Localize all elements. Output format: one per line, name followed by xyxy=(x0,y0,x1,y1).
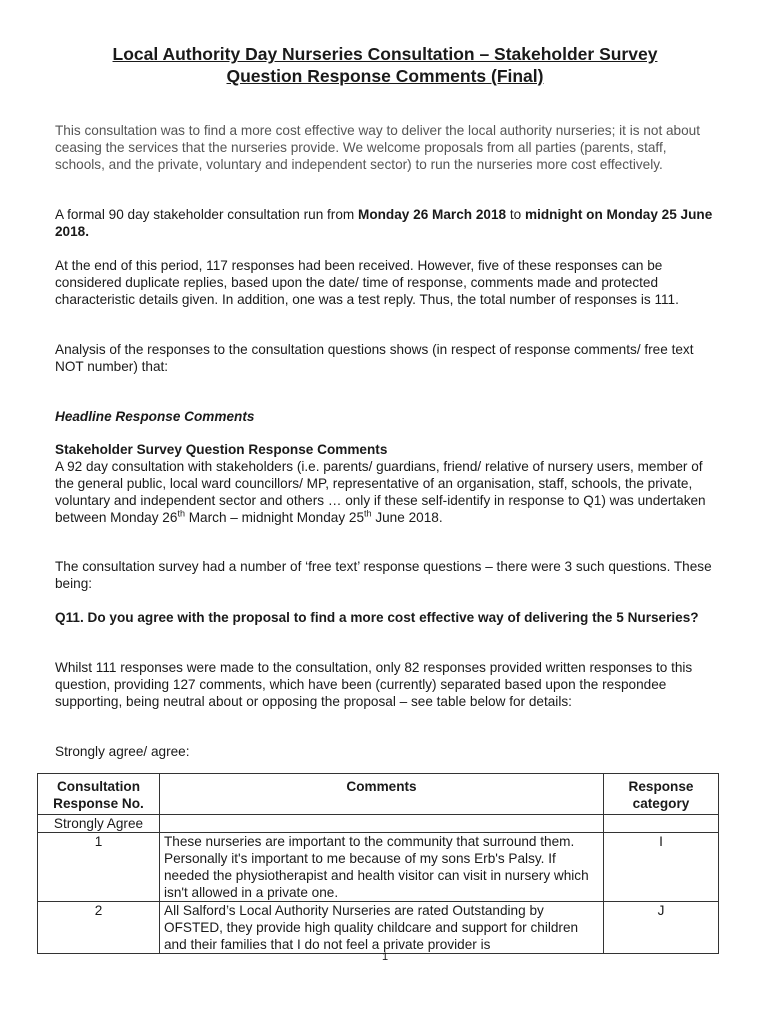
stakeholder-sup-b: th xyxy=(364,508,372,519)
response-number: 1 xyxy=(38,833,160,902)
consultation-period-paragraph xyxy=(55,206,715,240)
header-comments: Comments xyxy=(160,774,604,815)
survey-paragraph: The consultation survey had a number of ‘free text’ response questions – there were 3 such questions. These being: xyxy=(55,559,712,591)
responses-table xyxy=(37,773,719,954)
document-title xyxy=(40,43,730,87)
period-mid: to xyxy=(506,207,525,222)
page-number: 1 xyxy=(381,951,389,963)
period-end: midnight on Monday 25 June 2018. xyxy=(55,207,713,239)
table-group-row xyxy=(38,815,719,833)
table-header-row xyxy=(38,774,719,815)
question-11: Q11. Do you agree with the proposal to find a more cost effective way of delivering the 5 Nurseries? xyxy=(55,610,699,625)
strongly-agree-label: Strongly agree/ agree: xyxy=(55,744,190,759)
stakeholder-text-c: June 2018. xyxy=(371,510,443,525)
header-response-no: Consultation Response No. xyxy=(38,774,160,815)
response-comment: All Salford’s Local Authority Nurseries are rated Outstanding by OFSTED, they provide high quality childcare and support for children and their families that I do not feel a private provider is xyxy=(164,903,579,952)
stakeholder-text-b: March – midnight Monday 25 xyxy=(184,510,365,525)
title-line-2: Question Response Comments (Final) xyxy=(226,66,544,86)
response-category: J xyxy=(604,902,719,954)
stakeholder-sup-a: th xyxy=(177,508,185,519)
response-comment: These nurseries are important to the community that surround them. Personally it's important to me because of my sons Erb's Palsy. If needed the physiotherapist and health visitor can visit in nursery which isn't allowed in a private one. xyxy=(160,833,604,902)
response-category: I xyxy=(604,833,719,902)
whilst-paragraph: Whilst 111 responses were made to the consultation, only 82 responses provided written responses to this question, providing 127 comments, which have been (currently) separated based upon the respondee supporting, being neutral about or opposing the proposal – see table below for details: xyxy=(55,660,693,709)
stakeholder-paragraph xyxy=(55,458,715,526)
period-start: Monday 26 March 2018 xyxy=(358,207,507,222)
response-number: 2 xyxy=(38,902,160,954)
group-label: Strongly Agree xyxy=(38,815,160,833)
period-prefix: A formal 90 day stakeholder consultation run from xyxy=(55,207,358,222)
headline-heading: Headline Response Comments xyxy=(55,409,255,424)
analysis-paragraph: Analysis of the responses to the consultation questions shows (in respect of response comments/ free text NOT number) that: xyxy=(55,342,694,374)
responses-paragraph: At the end of this period, 117 responses had been received. However, five of these responses can be considered duplicate replies, based upon the date/ time of response, comments made and protected characteristic details given. In addition, one was a test reply. Thus, the total number of responses is 111. xyxy=(55,258,679,307)
table-row xyxy=(38,902,719,954)
table-row xyxy=(38,833,719,902)
stakeholder-text-a: A 92 day consultation with stakeholders (i.e. parents/ guardians, friend/ relative of nursery users, member of the general public, local ward councillors/ MP, representative of an organisation, staff, schools, the private, voluntary and independent sector and others … only if these self-identify in response to Q1) was undertaken between Monday 26 xyxy=(55,459,706,525)
title-line-1: Local Authority Day Nurseries Consultation – Stakeholder Survey xyxy=(112,44,658,64)
intro-paragraph: This consultation was to find a more cost effective way to deliver the local authority nurseries; it is not about ceasing the services that the nurseries provide. We welcome proposals from all parties (parents, staff, schools, and the private, voluntary and independent sector) to run the nurseries more cost effectively. xyxy=(55,123,701,172)
header-response-category: Response category xyxy=(604,774,719,815)
stakeholder-heading: Stakeholder Survey Question Response Comments xyxy=(55,442,388,457)
